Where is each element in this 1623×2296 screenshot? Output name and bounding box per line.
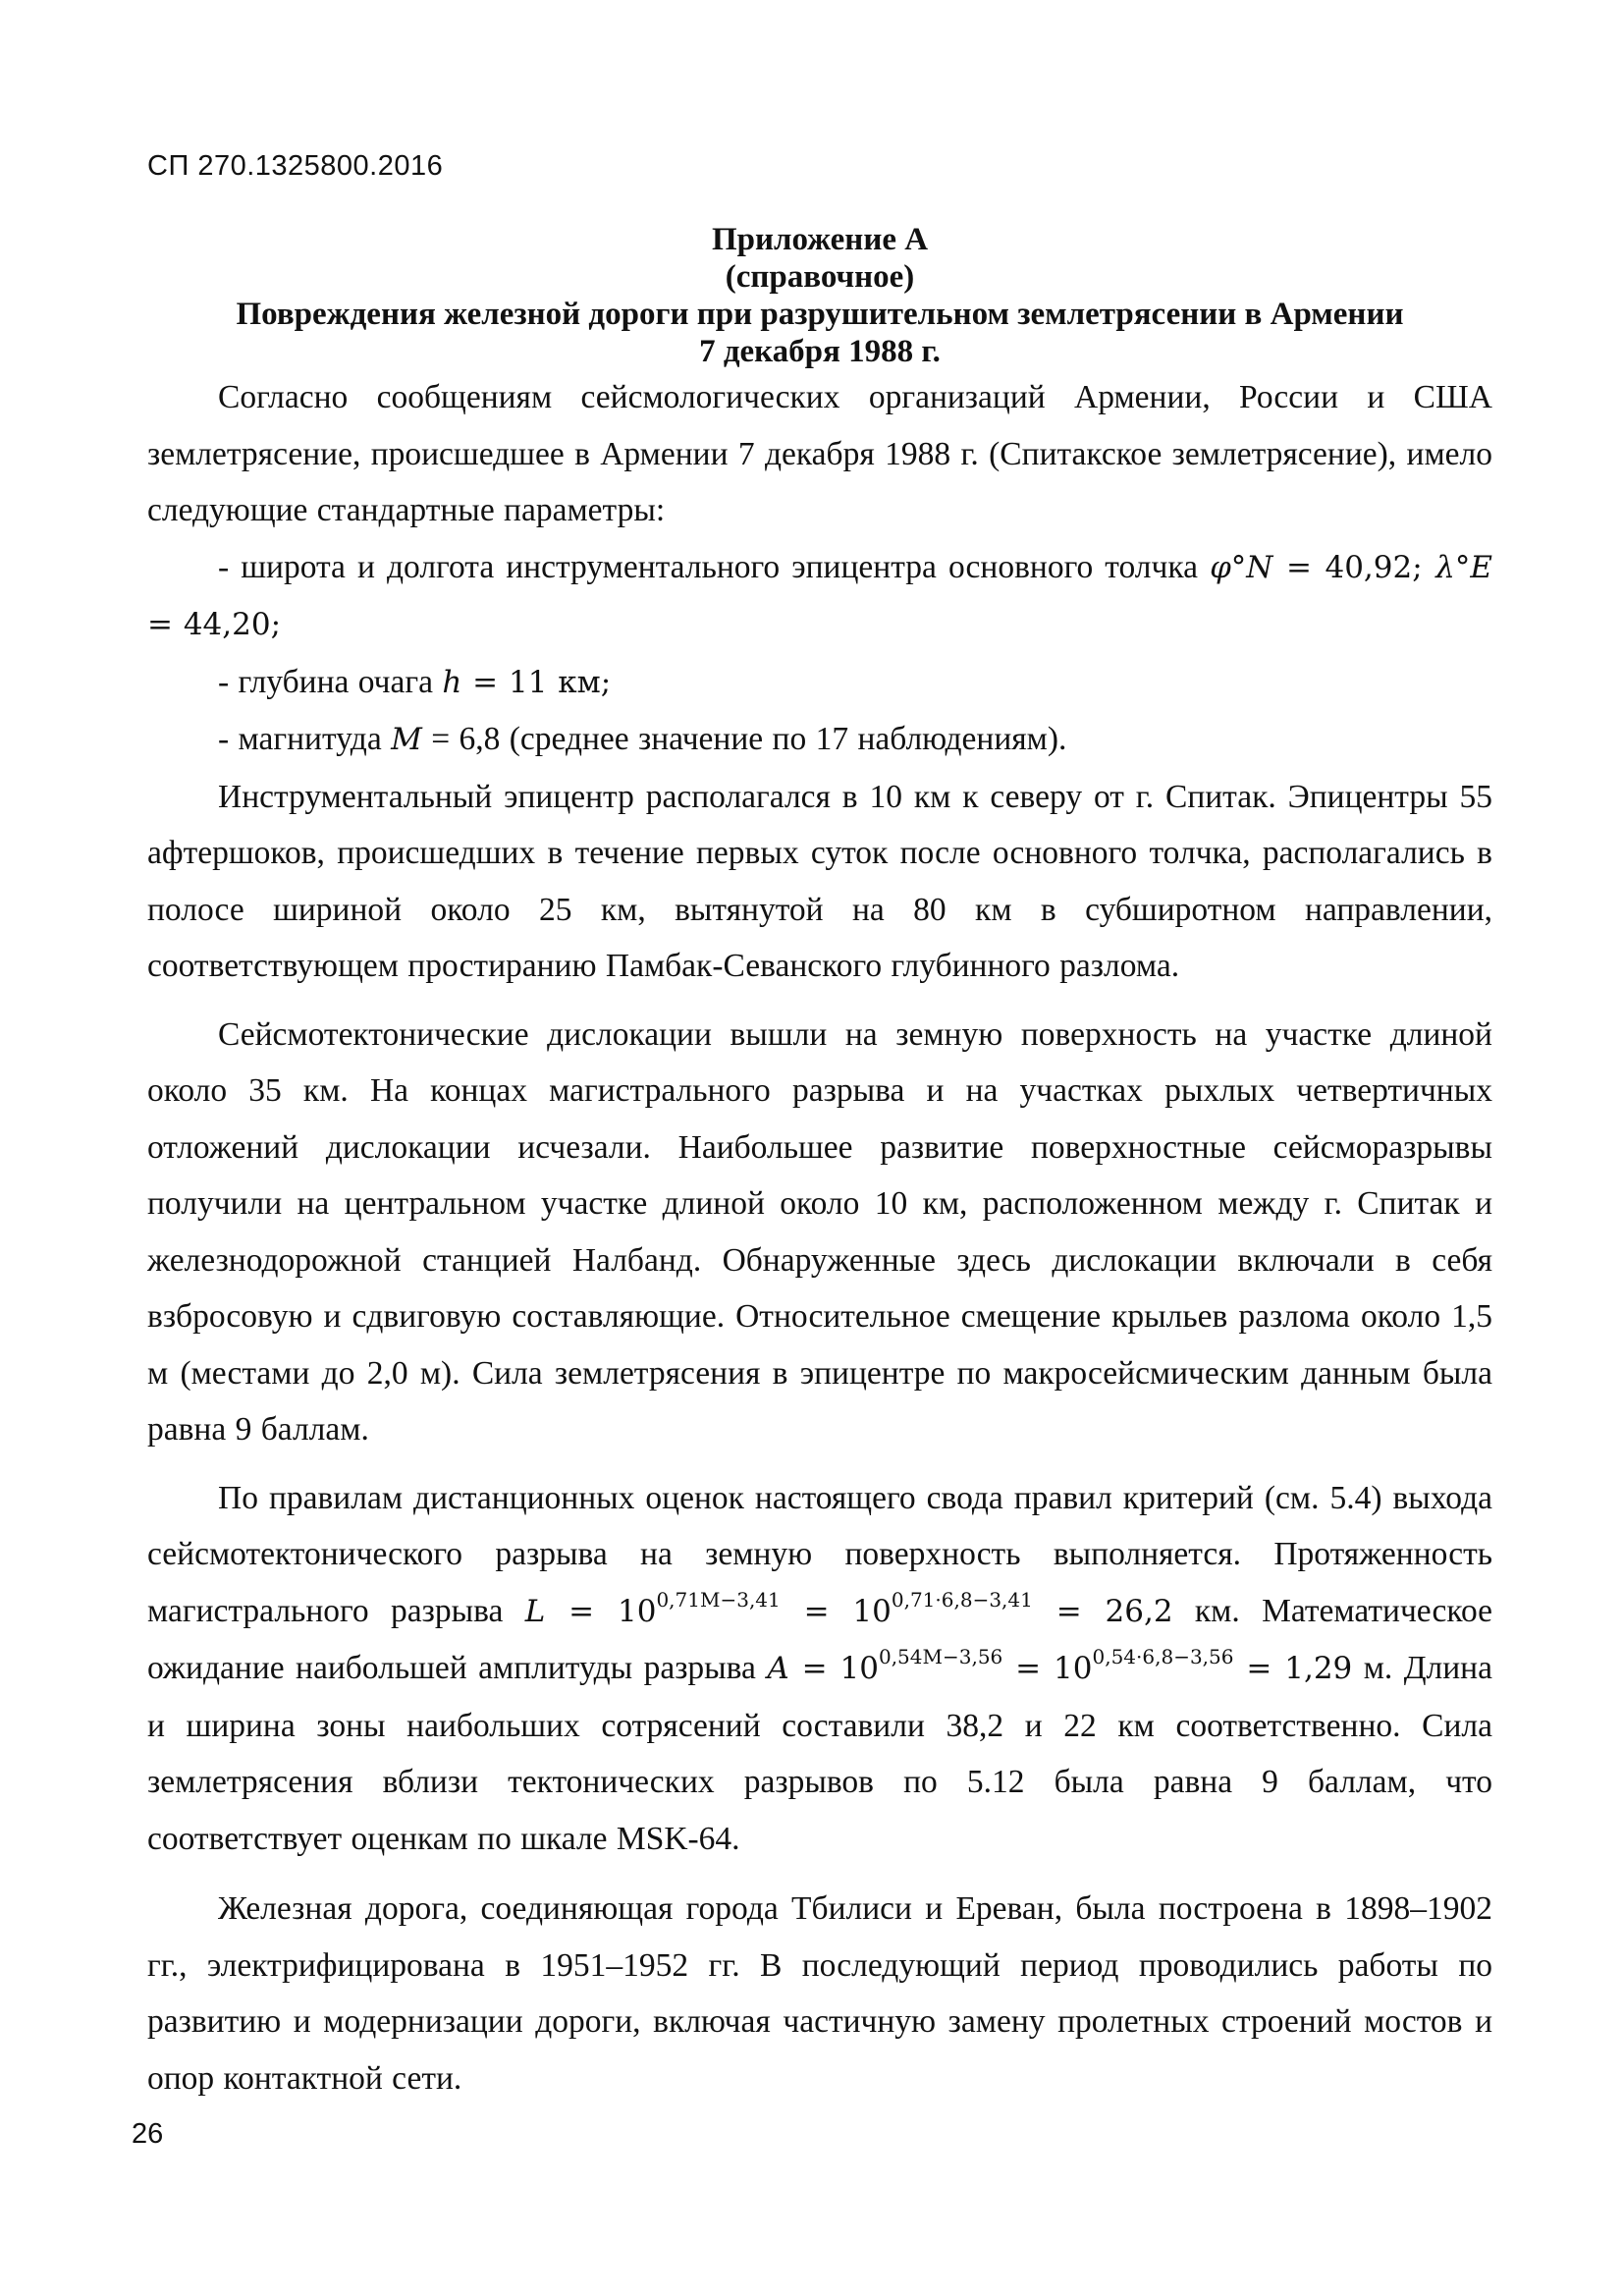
paragraph-intro: Согласно сообщениям сейсмологических организаций Армении, России и США землетрясение, происшедшее в Армении 7 декабря 1988 г. (Спитакское землетрясение), имело следующие стандартные параметры: (147, 379, 1492, 528)
param-depth: - глубина очага h = 11 км; (218, 663, 612, 700)
formula-length-var: L (524, 1593, 546, 1629)
latitude-symbol: φ°N (1210, 549, 1273, 585)
formula-amplitude-var: A (767, 1651, 789, 1686)
param-magnitude: - магнитуда M = 6,8 (среднее значение по 17 наблюдениям). (218, 721, 1067, 757)
document-body (147, 369, 1492, 2106)
param-epicenter: - широта и долгота инструментального эпицентра основного толчка φ°N = 40,92; λ°E = 44,20; (147, 548, 1493, 642)
formula-amplitude-exp: 0,54M−3,56 (878, 1645, 1003, 1668)
appendix-title: Приложение А (711, 222, 929, 257)
page-number: 26 (132, 2118, 164, 2150)
longitude-symbol: λ°E (1435, 549, 1493, 585)
formula-length-exp: 0,71M−3,41 (656, 1587, 781, 1612)
paragraph-estimates: По правилам дистанционных оценок настоящего свода правил критерий (см. 5.4) выхода сейсмотектонического разрыва на земную поверхность выполняется. Протяженность магистрального разрыва $L = 10^{0,71M-3,41} = 10^{0,71\cdot 6,8-3,41} = 26,2$ км. Математическое ожидание наибольшей амплитуды разрыва $A = 10^{0,54M-3,56} = 10^{0,54\cdot 6,8-3,56} = 1,29$ м. Длина и ширина зоны наибольших сотрясений составили 38,2 и 22 км соответственно. Сила землетрясения вблизи тектонических разрывов по 5.12 была равна 9 баллам, что соответствует оценкам по шкале MSK-64. (147, 1479, 1492, 1857)
paragraph-dislocations: Сейсмотектонические дислокации вышли на земную поверхность на участке длиной около 35 км. На концах магистрального разрыва и на участках рыхлых четвертичных отложений дислокации исчезали. Наибольшее развитие поверхностные сейсморазрывы получили на центральном участке длиной около 10 км, расположенном между г. Спитак и железнодорожной станцией Налбанд. Обнаруженные здесь дислокации включали в себя взбросовую и сдвиговую составляющие. Относительное смещение крыльев разлома около 1,5 м (местами до 2,0 м). Сила землетрясения в эпицентре по макросейсмическим данным была равна 9 баллам. (147, 1015, 1492, 1448)
paragraph-epicenter: Инструментальный эпицентр располагался в 10 км к северу от г. Спитак. Эпицентры 55 афтершоков, происшедших в течение первых суток после основного толчка, располагались в полосе шириной около 25 км, вытянутой на 80 км в субширотном направлении, соответствующем простиранию Памбак-Севанского глубинного разлома. (147, 778, 1492, 984)
appendix-type: (справочное) (725, 259, 915, 295)
document-code: СП 270.1325800.2016 (147, 150, 444, 182)
paragraph-railway: Железная дорога, соединяющая города Тбилиси и Ереван, была построена в 1898–1902 гг., электрифицирована в 1951–1952 гг. В последующий период проводились работы по развитию и модернизации дороги, включая частичную замену пролетных строений мостов и опор контактной сети. (147, 1890, 1492, 2097)
appendix-heading: Повреждения железной дороги при разрушительном землетрясении в Армении (236, 297, 1404, 332)
appendix-heading-date: 7 декабря 1988 г. (699, 334, 941, 369)
